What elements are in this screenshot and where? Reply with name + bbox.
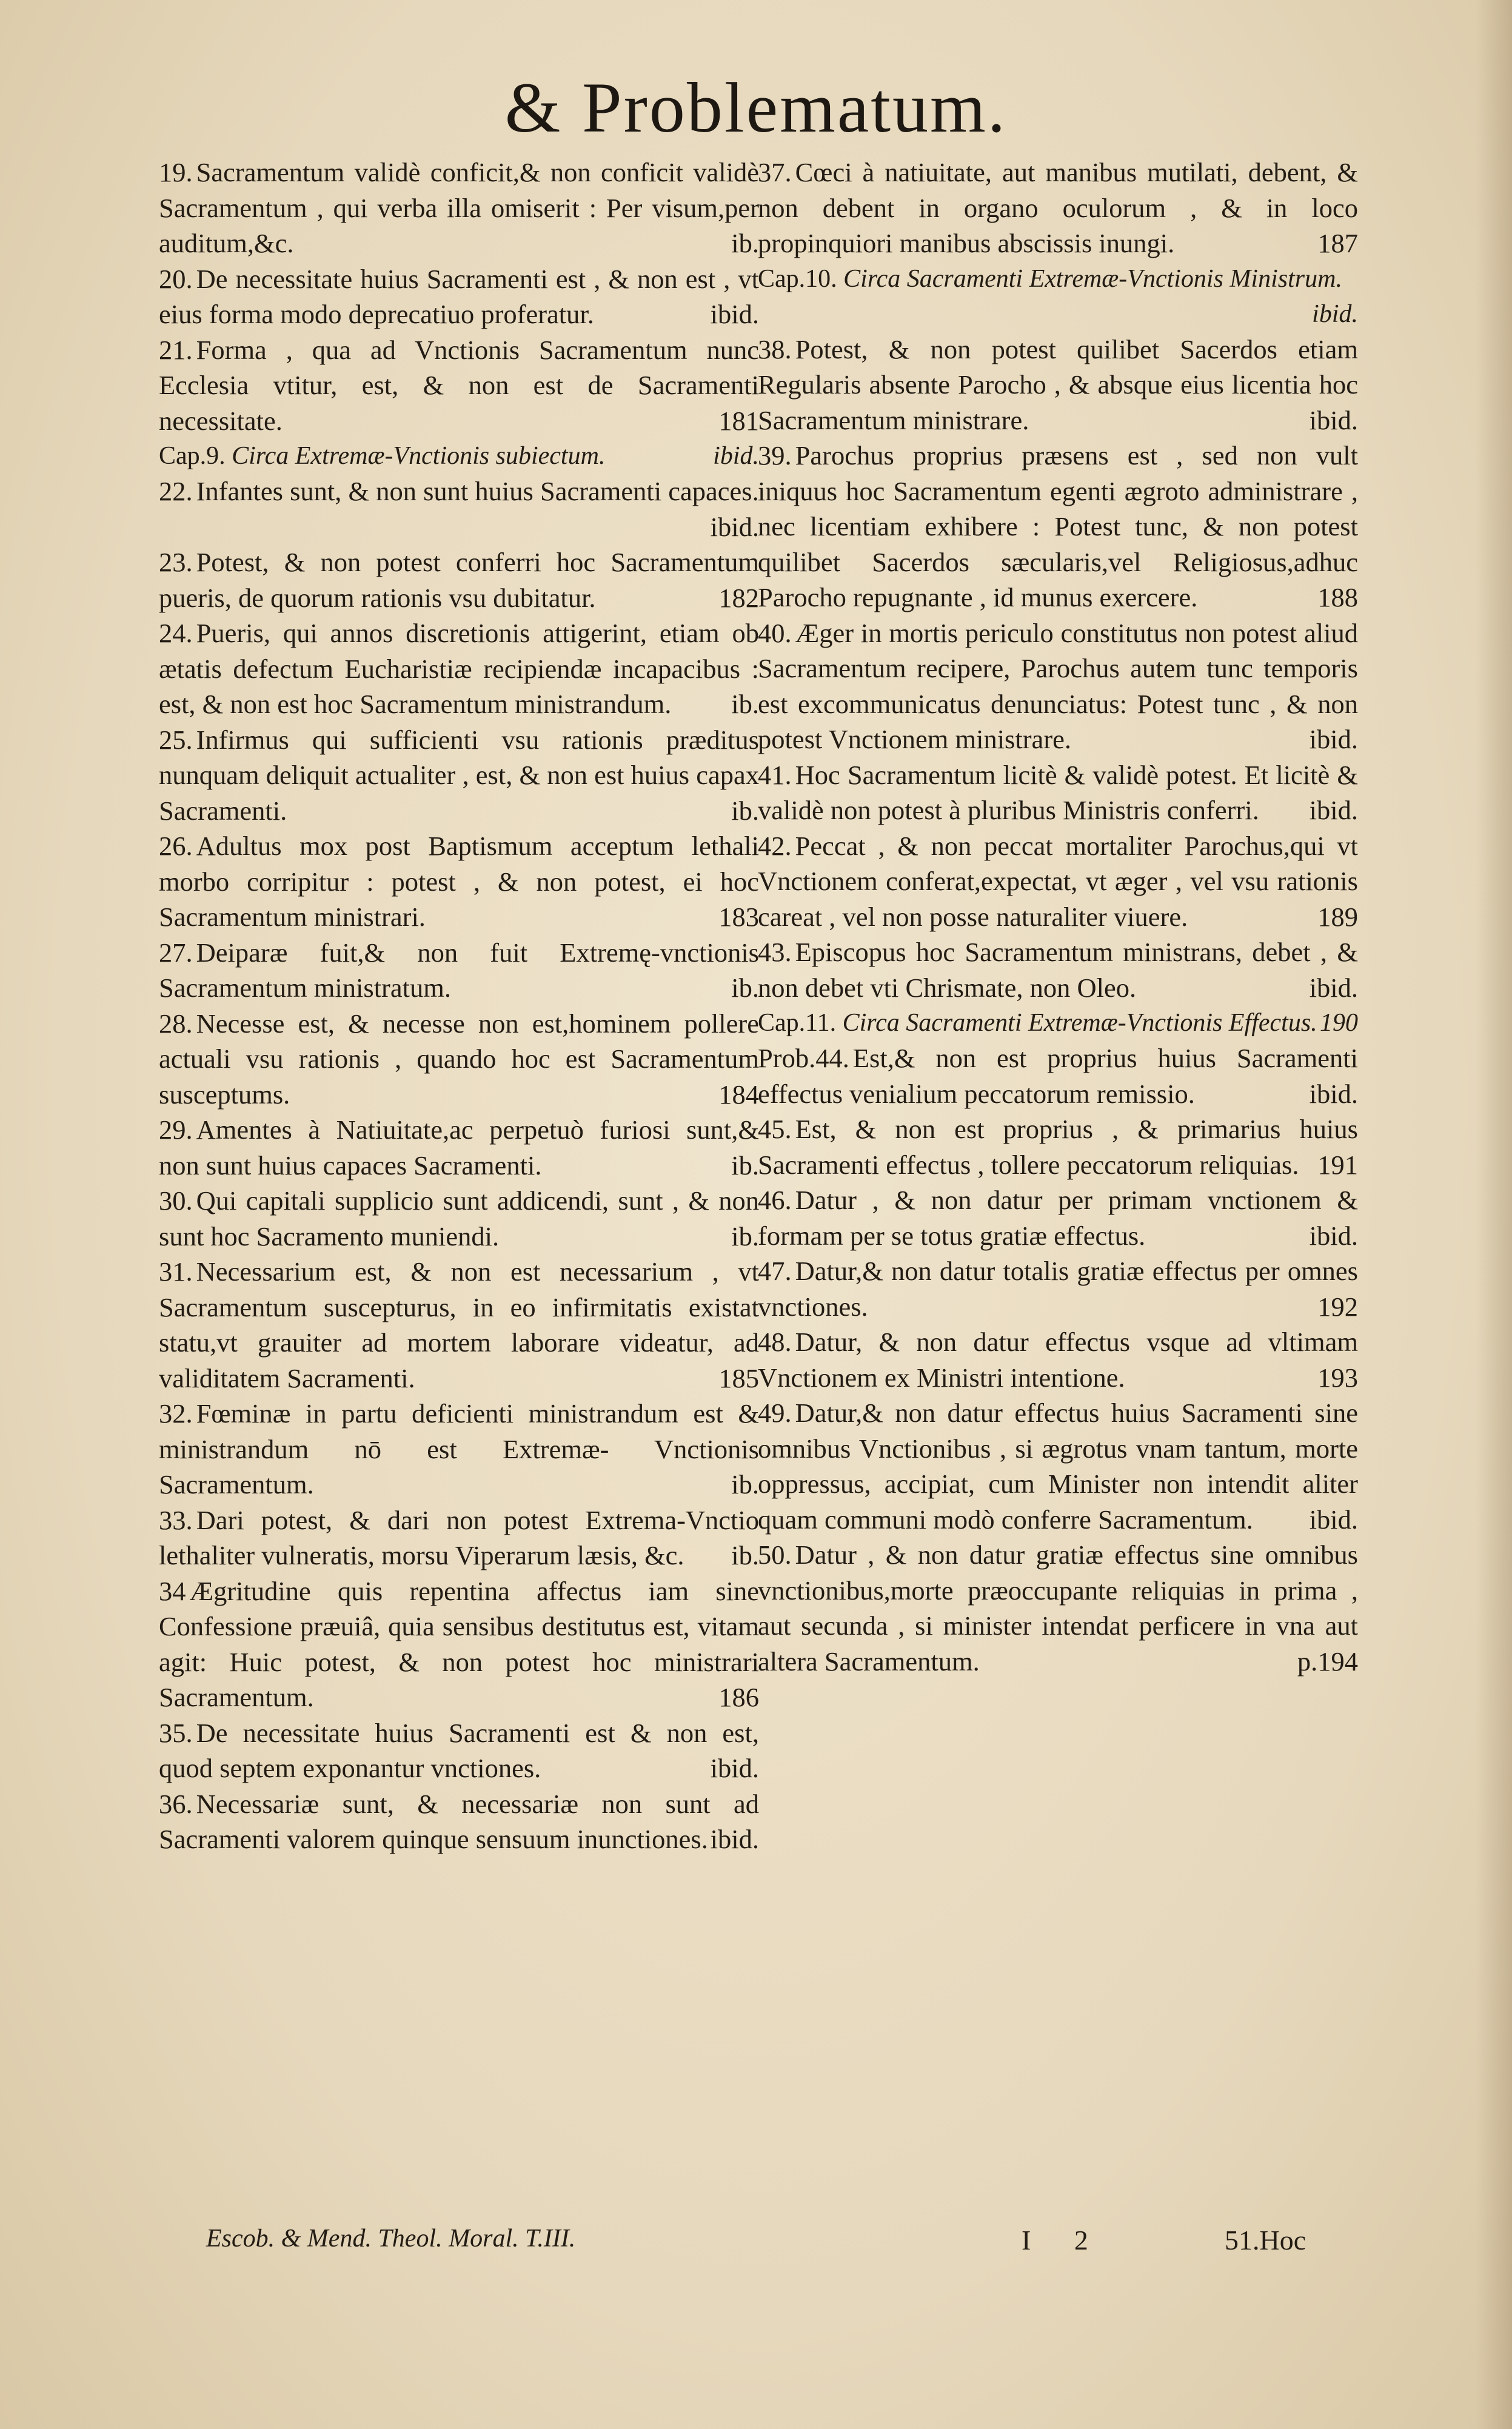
entry-number: 29. <box>159 1114 193 1145</box>
page-reference: 186 <box>718 1682 759 1712</box>
page-reference: ib. <box>731 1540 759 1570</box>
entry-number: 26. <box>159 831 193 861</box>
entry-number: 48. <box>758 1327 792 1357</box>
page-reference: 190 <box>1320 1009 1358 1037</box>
entry-number: 21. <box>159 334 193 365</box>
problem-entry <box>159 1715 759 1786</box>
entry-text: Infantes sunt, & non sunt huius Sacramenti capaces. <box>196 476 759 506</box>
entry-number: 30. <box>159 1185 193 1216</box>
problem-entry <box>159 155 759 261</box>
page-reference: ibid. <box>710 299 759 329</box>
right-column <box>758 155 1358 1679</box>
page-reference: 187 <box>1317 228 1358 258</box>
page-reference: 192 <box>1317 1291 1358 1322</box>
running-footer: Escob. & Mend. Theol. Moral. T.III. <box>206 2225 576 2253</box>
entry-text: Cœci à natiuitate, aut manibus mutilati, debent, & non debent in organo oculorum , & in loco propinquiori manibus abscissis inungi. <box>758 157 1358 258</box>
problem-entry <box>758 438 1358 615</box>
problem-entry <box>758 1040 1358 1111</box>
page-reference: 189 <box>1317 901 1358 932</box>
page-reference: ibid. <box>710 511 759 542</box>
page-reference: ib. <box>731 1150 759 1181</box>
page-reference: ibid. <box>1309 1504 1358 1535</box>
entry-text: Adultus mox post Baptismum acceptum lethali morbo corripitur : potest , & non potest, ei hoc Sacramentum ministrari. <box>159 831 759 932</box>
entry-text: Datur,& non datur totalis gratiæ effectus per omnes vnctiones. <box>758 1256 1358 1322</box>
entry-number: 24. <box>159 618 193 648</box>
problem-entry <box>758 1537 1358 1679</box>
entry-text: Peccat , & non peccat mortaliter Parochus,qui vt Vnctionem conferat,expectat, vt æger , vel vsu rationis careat , vel non posse naturaliter viuere. <box>758 830 1358 932</box>
page-reference: 191 <box>1317 1149 1358 1180</box>
entry-number: 27. <box>159 937 193 968</box>
problem-entry <box>758 1182 1358 1253</box>
entry-number: 45. <box>758 1114 792 1144</box>
problem-entry <box>159 1006 759 1113</box>
page-reference: 183 <box>718 902 759 932</box>
chapter-label: Cap.11. <box>758 1009 837 1037</box>
entry-text: Datur, & non datur effectus vsque ad vltimam Vnctionem ex Ministri intentione. <box>758 1327 1358 1393</box>
problem-entry <box>159 332 759 439</box>
page-header-title: & Problematum. <box>504 68 1008 147</box>
page-reference: ibid. <box>1309 795 1358 825</box>
page-reference: ibid. <box>1309 1220 1358 1251</box>
entry-text: Necessariæ sunt, & necessariæ non sunt ad Sacramenti valorem quinque sensuum inunctiones. <box>159 1788 759 1854</box>
page-reference: ibid. <box>1309 972 1358 1003</box>
page-reference: ibid. <box>713 442 759 470</box>
entry-number: 34 <box>159 1575 186 1606</box>
problem-entry <box>758 1395 1358 1537</box>
entry-text: Datur , & non datur per primam vnctionem & formam per se totus gratiæ effectus. <box>758 1185 1358 1251</box>
entry-number: 42. <box>758 830 792 861</box>
entry-number: 41. <box>758 759 792 790</box>
problem-entry <box>159 1183 759 1254</box>
problem-entry <box>758 1253 1358 1324</box>
entry-text: Hoc Sacramentum licitè & validè potest. Et licitè & validè non potest à pluribus Ministris conferri. <box>758 759 1358 825</box>
page-reference: 193 <box>1317 1362 1358 1393</box>
entry-text: Infirmus qui sufficienti vsu rationis præditus nunquam deliquit actualiter , est, & non est huius capax Sacramenti. <box>159 724 759 826</box>
problem-entry <box>159 935 759 1006</box>
page-reference: ib. <box>731 689 759 719</box>
entry-number: 50. <box>758 1539 792 1570</box>
problem-entry <box>758 934 1358 1005</box>
page-reference: ibid. <box>1309 404 1358 435</box>
page-reference: 182 <box>718 582 759 613</box>
entry-number: 20. <box>159 263 193 294</box>
problem-entry <box>159 261 759 332</box>
entry-text: Amentes à Natiuitate,ac perpetuò furiosi sunt,& non sunt huius capaces Sacramenti. <box>159 1114 759 1181</box>
entry-number: 47. <box>758 1256 792 1286</box>
problem-entry <box>159 1396 759 1503</box>
problem-entry <box>159 544 759 615</box>
chapter-heading <box>159 438 759 474</box>
entry-number: 31. <box>159 1256 193 1287</box>
entry-number: 43. <box>758 937 792 967</box>
page-reference: ib. <box>731 795 759 826</box>
page-reference: 188 <box>1317 582 1358 612</box>
entry-text: Necesse est, & necesse non est,hominem pollere actuali vsu rationis , quando hoc est Sacramentum susceptums. <box>159 1008 759 1110</box>
problem-entry <box>758 332 1358 438</box>
page-reference: ib. <box>731 228 759 258</box>
chapter-title: Circa Extremæ-Vnctionis subiectum. <box>232 442 606 470</box>
entry-number: 19. <box>159 157 193 187</box>
problem-entry <box>758 155 1358 261</box>
page-reference: 184 <box>718 1079 759 1110</box>
problem-entry <box>758 828 1358 935</box>
page-reference: p.194 <box>1297 1646 1358 1677</box>
entry-text: Dari potest, & dari non potest Extrema-Vnctio lethaliter vulneratis, morsu Viperarum læsis, &c. <box>159 1504 759 1570</box>
entry-text: Deiparæ fuit,& non fuit Extremę-vnctionis Sacramentum ministratum. <box>159 937 759 1003</box>
entry-number: 49. <box>758 1398 792 1428</box>
entry-number: 33. <box>159 1504 193 1535</box>
entry-text: Qui capitali supplicio sunt addicendi, sunt , & non sunt hoc Sacramento muniendi. <box>159 1185 759 1251</box>
entry-text: Datur,& non datur effectus huius Sacramenti sine omnibus Vnctionibus , si ægrotus vnam tantum, morte oppressus, accipiat, cum Minister non intendit aliter quam communi modò conferre Sacramentum. <box>758 1398 1358 1535</box>
chapter-heading <box>758 261 1358 332</box>
page-reference: 185 <box>718 1362 759 1393</box>
entry-text: De necessitate huius Sacramenti est , & non est , vt eius forma modo deprecatiuo proferatur. <box>159 263 759 329</box>
entry-number: Prob.44. <box>758 1043 849 1073</box>
entry-text: Necessarium est, & non est necessarium , vt Sacramentum suscepturus, in eo infirmitatis existat statu,vt grauiter ad mortem laborare videatur, ad validitatem Sacramenti. <box>159 1256 759 1393</box>
entry-text: Ægritudine quis repentina affectus iam sine Confessione præuiâ, quia sensibus destitutus est, vitam agit: Huic potest, & non potest hoc ministrari Sacramentum. <box>159 1575 759 1712</box>
entry-number: 35. <box>159 1717 193 1748</box>
problem-entry <box>159 474 759 544</box>
problem-entry <box>159 1112 759 1183</box>
page-reference: ibid. <box>1309 1078 1358 1109</box>
entry-number: 36. <box>159 1788 193 1819</box>
entry-number: 23. <box>159 547 193 577</box>
problem-entry <box>159 1254 759 1396</box>
entry-number: 32. <box>159 1398 193 1429</box>
entry-text: Fœminæ in partu deficienti ministrandum est & ministrandum nō est Extremæ- Vnctionis Sacramentum. <box>159 1398 759 1499</box>
page-edge-shadow <box>1476 0 1512 2429</box>
entry-text: Est,& non est proprius huius Sacramenti effectus venialium peccatorum remissio. <box>758 1043 1358 1109</box>
page-reference: ib. <box>731 1221 759 1251</box>
entry-text: Pueris, qui annos discretionis attigerint, etiam ob ætatis defectum Eucharistiæ recipiendæ incapacibus : est, & non est hoc Sacramentum ministrandum. <box>159 618 759 719</box>
page-reference: 181 <box>718 405 759 436</box>
problem-entry <box>159 828 759 935</box>
entry-number: 22. <box>159 476 193 506</box>
problem-entry <box>758 615 1358 757</box>
entry-number: 28. <box>159 1008 193 1039</box>
page-reference: ibid. <box>1312 300 1358 328</box>
catchword: 51.Hoc <box>1225 2225 1306 2256</box>
entry-text: Datur , & non datur gratiæ effectus sine omnibus vnctionibus,morte præoccupante reliquias in prima , aut secunda , si minister intendat perficere in vna aut altera Sacramentum. <box>758 1539 1358 1677</box>
chapter-title: Circa Sacramenti Extremæ-Vnctionis Effectus. <box>842 1009 1317 1037</box>
entry-text: Æger in mortis periculo constitutus non potest aliud Sacramentum recipere, Parochus autem tunc temporis est excommunicatus denunciatus: Potest tunc , & non potest Vnctionem ministrare. <box>758 617 1358 754</box>
entry-number: 46. <box>758 1185 792 1215</box>
entry-number: 38. <box>758 333 792 364</box>
problem-entry <box>159 722 759 829</box>
problem-entry <box>758 757 1358 828</box>
entry-number: 39. <box>758 440 792 471</box>
problem-entry <box>159 1573 759 1715</box>
page-reference: ibid. <box>710 1753 759 1783</box>
chapter-label: Cap.10. <box>758 264 837 293</box>
entry-text: De necessitate huius Sacramenti est & non est, quod septem exponantur vnctiones. <box>159 1717 759 1783</box>
entry-number: 40. <box>758 617 792 648</box>
entry-text: Potest, & non potest quilibet Sacerdos etiam Regularis absente Parocho , & absque eius licentia hoc Sacramentum ministrare. <box>758 333 1358 435</box>
page-reference: ibid. <box>1309 724 1358 754</box>
entry-text: Sacramentum validè conficit,& non conficit validè Sacramentum , qui verba illa omiserit : Per visum,per auditum,&c. <box>159 157 759 258</box>
problem-entry <box>758 1324 1358 1395</box>
problem-entry <box>159 615 759 722</box>
chapter-label: Cap.9. <box>159 442 226 470</box>
page-reference: ib. <box>731 1469 759 1499</box>
entry-text: Episcopus hoc Sacramentum ministrans, debet , & non debet vti Chrismate, non Oleo. <box>758 937 1358 1003</box>
signature-mark: I 2 <box>1022 2225 1106 2256</box>
entry-text: Forma , qua ad Vnctionis Sacramentum nunc Ecclesia vtitur, est, & non est de Sacramenti necessitate. <box>159 334 759 436</box>
chapter-title: Circa Sacramenti Extremæ-Vnctionis Ministrum. <box>843 264 1342 293</box>
problem-entry <box>159 1503 759 1573</box>
entry-number: 37. <box>758 157 792 187</box>
entry-number: 25. <box>159 724 193 755</box>
problem-entry <box>758 1111 1358 1182</box>
page-reference: ib. <box>731 973 759 1003</box>
left-column <box>159 155 759 1857</box>
chapter-heading <box>758 1005 1358 1040</box>
problem-entry <box>159 1786 759 1857</box>
entry-text: Est, & non est proprius , & primarius huius Sacramenti effectus , tollere peccatorum reliquias. <box>758 1114 1358 1180</box>
entry-text: Potest, & non potest conferri hoc Sacramentum pueris, de quorum rationis vsu dubitatur. <box>159 547 759 613</box>
entry-text: Parochus proprius præsens est , sed non vult iniquus hoc Sacramentum egenti ægroto administrare , nec licentiam exhibere : Potest tunc, & non potest quilibet Sacerdos sæcularis,vel Religiosus,adhuc Parocho repugnante , id munus exercere. <box>758 440 1358 612</box>
page-reference: ibid. <box>710 1824 759 1854</box>
